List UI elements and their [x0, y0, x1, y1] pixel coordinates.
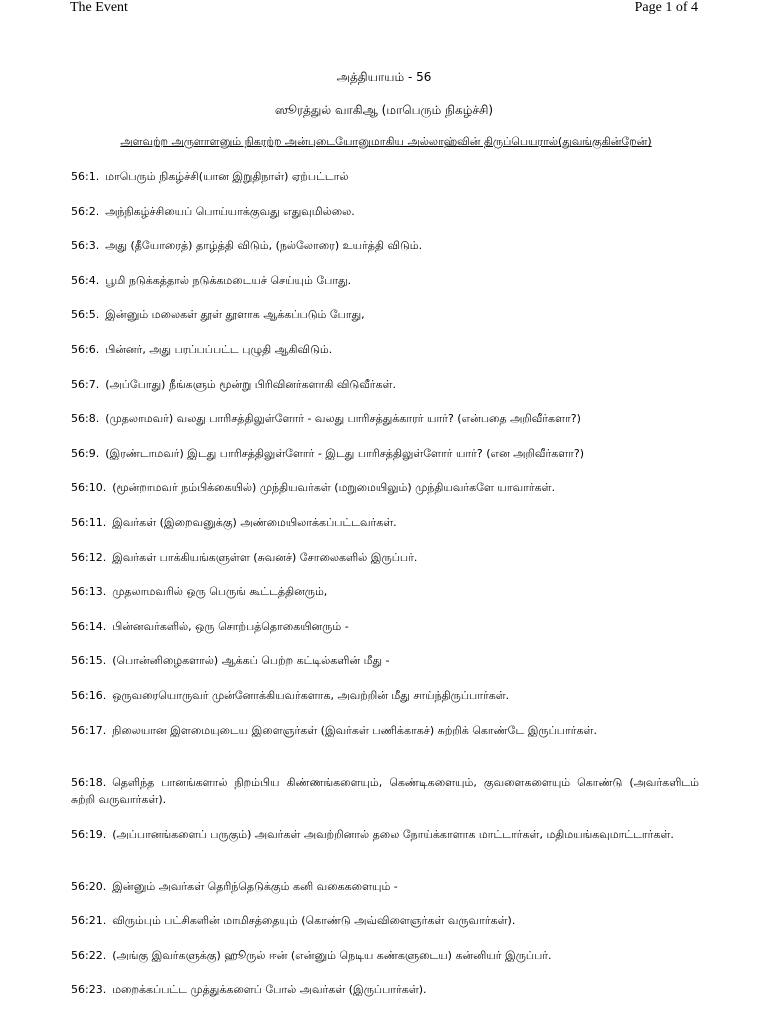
verse-item	[71, 826, 699, 843]
chapter-title: ஸூரத்துல் வாகிஆ (மாபெரும் நிகழ்ச்சி)	[274, 103, 494, 117]
verse-number: 56:14.	[71, 619, 107, 633]
verse-text: (முதலாமவர்) வலது பாரிசத்திலுள்ளோர் - வலது பாரிசத்துக்காரர் யார்? (என்பதை அறிவீர்களா?)	[105, 412, 581, 426]
verse-text: இன்னும் அவர்கள் தெரிந்தெடுக்கும் கனி வகைகளையும் -	[112, 879, 398, 893]
bismillah-line: அளவற்ற அருளாளனும் நிகரற்ற அன்புடையோனுமாகிய அல்லாஹ்வின் திருப்பெயரால்(துவங்குகின்றேன்)	[120, 135, 652, 148]
verse-text: (அப்பானங்களைப் பருகும்) அவர்கள் அவற்றினால் தலை நோய்க்காளாக மாட்டார்கள், மதிமயங்கவுமாட்டார்கள்.	[112, 827, 674, 841]
verse-text: இவர்கள் பாக்கியங்களுள்ள (சுவனச்) சோலைகளில் இருப்பர்.	[112, 550, 418, 564]
verse-item	[71, 652, 699, 669]
chapter-heading: அத்தியாயம் - 56	[336, 70, 432, 84]
verse-number: 56:16.	[71, 689, 107, 702]
verse-number: 56:21.	[71, 914, 107, 928]
verse-text: (இரண்டாமவர்) இடது பாரிசத்திலுள்ளோர் - இடது பாரிசத்திலுள்ளோர் யார்? (என அறிவீர்களா?)	[105, 446, 585, 460]
verse-item	[71, 514, 699, 531]
verse-number: 56:12.	[71, 550, 107, 564]
verse-item	[71, 947, 699, 964]
verse-number: 56:6.	[71, 343, 100, 356]
page-header	[0, 0, 768, 20]
verse-text: மறைக்கப்பட்ட முத்துக்களைப் போல் அவர்கள் (இருப்பார்கள்).	[112, 983, 427, 997]
verse-item	[71, 583, 699, 600]
verse-number: 56:4.	[71, 273, 100, 287]
verse-item	[71, 445, 699, 462]
verse-item	[71, 774, 699, 808]
verse-item	[71, 479, 699, 496]
verse-item	[71, 878, 699, 895]
verse-number: 56:9.	[71, 446, 100, 460]
verse-item	[71, 549, 699, 566]
verse-text: (அங்கு இவர்களுக்கு) ஹூருல் ஈன் (என்னும் நெடிய கண்களுடைய) கன்னியர் இருப்பர்.	[112, 948, 552, 962]
verse-text: (மூன்றாமவர் நம்பிக்கையில்) முந்தியவர்கள் (மறுமையிலும்) முந்தியவர்களே யாவார்கள்.	[112, 481, 556, 495]
verse-text: பின்னர், அது பரப்பப்பட்ட புழுதி ஆகிவிடும்.	[105, 343, 333, 356]
verse-item	[71, 341, 699, 358]
verse-number: 56:8.	[71, 412, 100, 426]
verse-number: 56:1.	[71, 170, 100, 183]
verse-text: பின்னவர்களில், ஒரு சொற்பத்தொகையினரும் -	[112, 619, 349, 633]
verse-number: 56:10.	[71, 481, 107, 495]
verse-item	[71, 306, 699, 323]
verse-text: அது (தீயோரைத்) தாழ்த்தி விடும், (நல்லோரை) உயர்த்தி விடும்.	[105, 239, 423, 253]
verse-number: 56:3.	[71, 239, 100, 253]
verse-number: 56:11.	[71, 516, 107, 529]
verse-text: முதலாமவரில் ஒரு பெருங் கூட்டத்தினரும்,	[112, 585, 328, 599]
verse-number: 56:23.	[71, 983, 107, 997]
document-title: The Event	[70, 0, 128, 15]
verse-text: தெளிந்த பானங்களால் நிறம்பிய கிண்ணங்களையும், கெண்டிகளையும், குவளைகளையும் கொண்டு (அவர்களிடம் சுற்றி வருவார்கள்).	[71, 775, 699, 806]
verse-text: பூமி நடுக்கத்தால் நடுக்கமடையச் செய்யும் போது.	[105, 273, 352, 287]
verse-number: 56:17.	[71, 723, 107, 737]
verse-number: 56:15.	[71, 654, 107, 668]
verse-text: ஒருவரையொருவர் முன்னோக்கியவர்களாக, அவற்றின் மீது சாய்ந்திருப்பார்கள்.	[112, 689, 510, 702]
verse-item	[71, 618, 699, 635]
verse-item	[71, 722, 699, 739]
verse-text: இவர்கள் (இறைவனுக்கு) அண்மையிலாக்கப்பட்டவர்கள்.	[112, 516, 397, 529]
verse-text: அந்நிகழ்ச்சியைப் பொய்யாக்குவது எதுவுமில்லை.	[105, 204, 355, 218]
verse-number: 56:7.	[71, 377, 100, 391]
verse-item	[71, 410, 699, 427]
verse-item	[71, 687, 699, 704]
verse-item	[71, 272, 699, 289]
verse-item	[71, 376, 699, 393]
verse-item	[71, 981, 699, 998]
verse-item	[71, 168, 699, 185]
verse-text: (அப்போது) நீங்களும் மூன்று பிரிவினர்களாகி விடுவீர்கள்.	[105, 377, 396, 391]
verse-text: விரும்பும் பட்சிகளின் மாமிசத்தையும் (கொண்டு அவ்விளைஞர்கள் வருவார்கள்).	[112, 914, 516, 928]
verse-text: (பொன்னிழைகளால்) ஆக்கப் பெற்ற கட்டில்களின் மீது -	[112, 654, 390, 668]
verse-number: 56:2.	[71, 204, 100, 218]
verse-item	[71, 237, 699, 254]
page-indicator: Page 1 of 4	[634, 0, 698, 15]
verse-number: 56:18.	[71, 775, 107, 789]
verse-text: மாபெரும் நிகழ்ச்சி(யான இறுதிநாள்) ஏற்பட்டால்	[105, 170, 349, 183]
verse-item	[71, 912, 699, 929]
verse-number: 56:5.	[71, 308, 100, 322]
verse-number: 56:13.	[71, 585, 107, 599]
verse-number: 56:20.	[71, 879, 107, 893]
verse-text: நிலையான இளமையுடைய இளைஞர்கள் (இவர்கள் பணிக்காகச்) சுற்றிக் கொண்டே இருப்பார்கள்.	[112, 723, 597, 737]
verse-item	[71, 203, 699, 220]
verse-number: 56:22.	[71, 948, 107, 962]
verse-number: 56:19.	[71, 827, 107, 841]
verse-text: இன்னும் மலைகள் தூள் தூளாக ஆக்கப்படும் போது,	[105, 308, 365, 322]
